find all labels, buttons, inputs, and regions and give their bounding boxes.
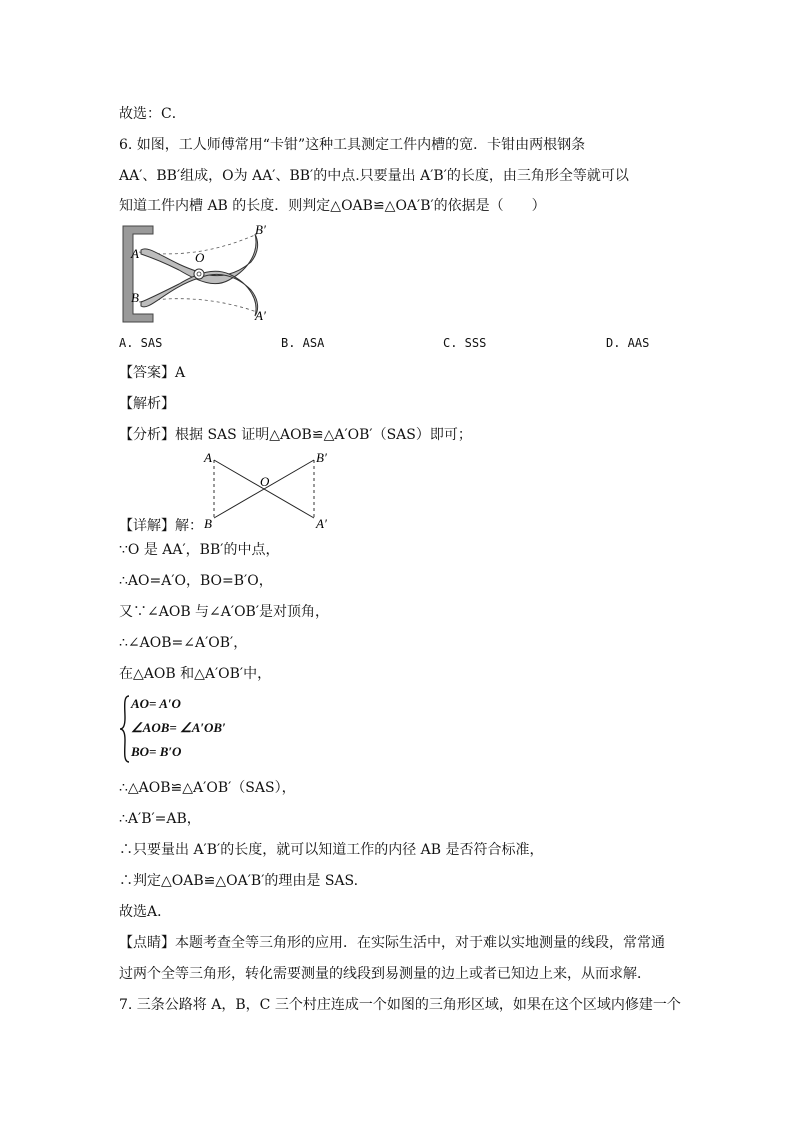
left-brace-icon	[119, 694, 131, 764]
system-eq-1: AO= A′O	[131, 696, 181, 711]
figure-label-o: O	[195, 250, 205, 265]
detail-line-7: ∴A′B′=AB，	[119, 811, 201, 827]
detail-line-6: ∴△AOB≌△A′OB′（SAS），	[119, 780, 296, 796]
dianjing-line-1: 【点睛】本题考查全等三角形的应用．在实际生活中，对于难以实地测量的线段，常常通	[119, 935, 665, 951]
detail-line-2: ∴AO=A′O，BO=B′O，	[119, 573, 273, 589]
figure-label-b: B	[131, 290, 139, 305]
option-c: C. SSS	[443, 336, 487, 350]
diagram-label-o: O	[260, 474, 270, 489]
detail-line-3: 又∵∠AOB 与∠A′OB′是对顶角，	[119, 604, 330, 620]
detail-line-1: ∵O 是 AA′，BB′的中点，	[119, 542, 280, 558]
q7-line-1: 7. 三条公路将 A，B，C 三个村庄连成一个如图的三角形区域，如果在这个区域内修建一个	[119, 997, 681, 1013]
system-eq-3: BO= B′O	[131, 744, 182, 759]
caliper-figure	[119, 222, 279, 326]
dianjing-line-2: 过两个全等三角形，转化需要测量的线段到易测量的边上或者已知边上来，从而求解．	[119, 966, 651, 982]
figure-label-b-prime: B′	[255, 222, 266, 237]
diagram-label-a-prime: A′	[316, 516, 327, 531]
detail-line-10: 故选A．	[119, 904, 172, 920]
system-eq-2: ∠AOB= ∠A′OB′	[131, 720, 226, 735]
detail-header: 【详解】解：	[119, 518, 203, 534]
detail-line-4: ∴∠AOB=∠A′OB′，	[119, 635, 248, 651]
bowtie-diagram	[200, 448, 340, 532]
answer: 【答案】A	[119, 365, 186, 381]
q6-line-2: AA′、BB′组成，O为 AA′、BB′的中点.只要量出 A′B′的长度，由三角形全等就可以	[119, 168, 629, 184]
diagram-label-b-prime: B′	[316, 450, 327, 465]
figure-label-a: A	[131, 246, 139, 261]
analysis-header: 【解析】	[119, 396, 175, 412]
equation-system	[119, 694, 259, 764]
option-d: D. AAS	[606, 336, 650, 350]
detail-line-5: 在△AOB 和△A′OB′中，	[119, 666, 272, 682]
q6-line-3: 知道工件内槽 AB 的长度．则判定△OAB≌△OA′B′的依据是（ ）	[119, 198, 546, 214]
q5-conclusion: 故选：C．	[119, 106, 186, 122]
analysis-fenxi: 【分析】根据 SAS 证明△AOB≌△A′OB′（SAS）即可；	[119, 427, 472, 443]
q6-line-1: 6. 如图，工人师傅常用“卡钳”这种工具测定工件内槽的宽．卡钳由两根钢条	[119, 137, 586, 153]
option-b: B. ASA	[281, 336, 325, 350]
diagram-label-b: B	[204, 516, 212, 531]
detail-line-8: ∴只要量出 A′B′的长度，就可以知道工作的内径 AB 是否符合标准，	[119, 842, 544, 858]
detail-line-9: ∴判定△OAB≌△OA′B′的理由是 SAS.	[119, 873, 359, 889]
diagram-label-a: A	[204, 450, 212, 465]
option-a: A. SAS	[119, 336, 163, 350]
figure-label-a-prime: A′	[255, 308, 266, 323]
